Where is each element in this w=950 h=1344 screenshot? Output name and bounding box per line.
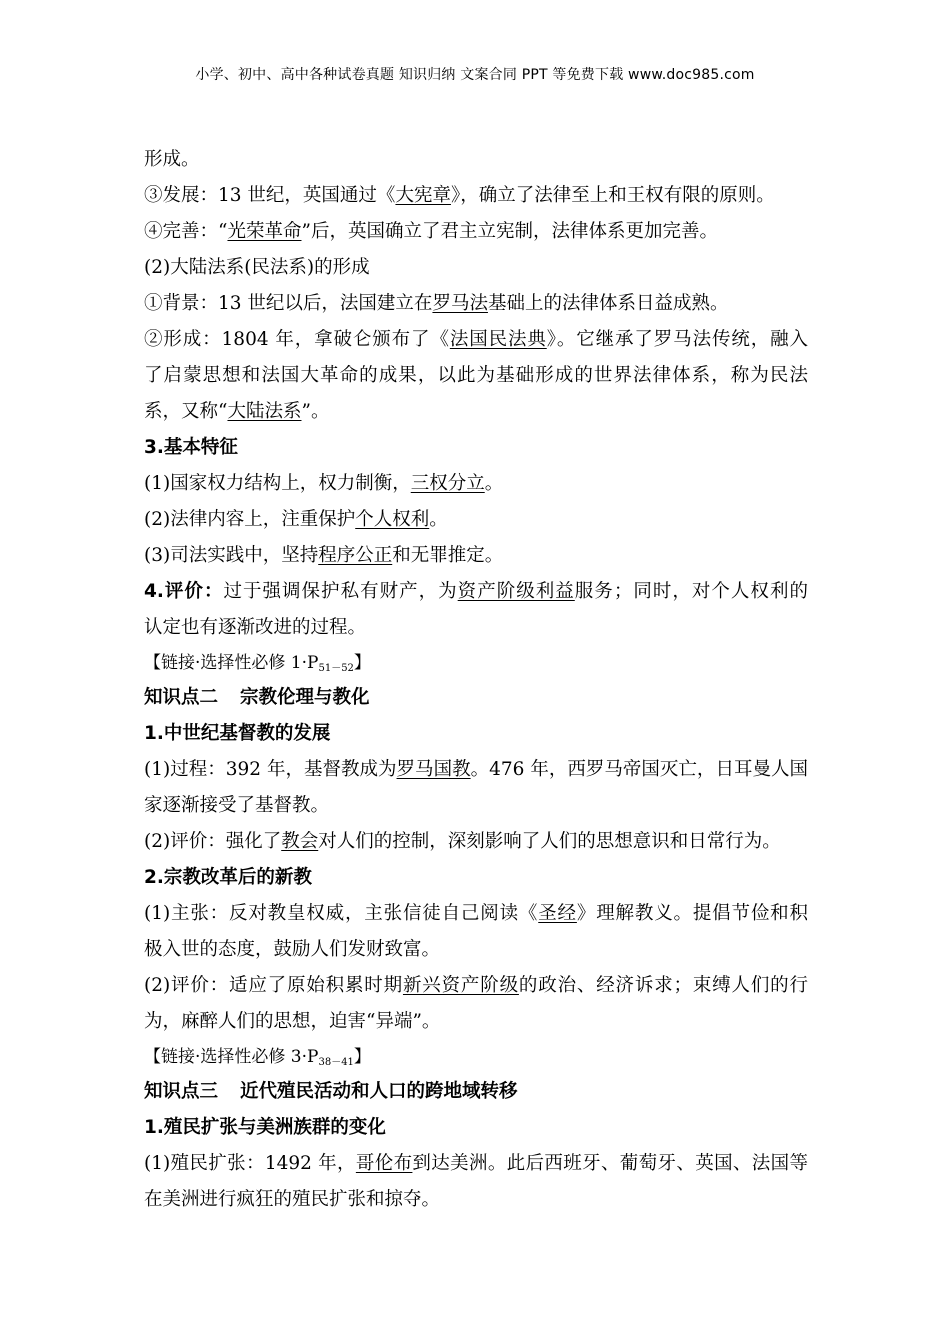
text: 到达美洲。此后西班牙、葡萄牙、英国、法国等 — [412, 1153, 808, 1174]
paragraph-line — [144, 574, 808, 610]
text: 宗教伦理与教化 — [240, 687, 370, 708]
paragraph-line — [144, 824, 808, 860]
text: ”。 — [301, 401, 330, 422]
text: 【链接·选择性必修 1·P — [144, 653, 319, 673]
text: 服务；同时，对个人权利的 — [574, 581, 808, 602]
text: (1)过程：392 年，基督教成为 — [144, 759, 397, 780]
key-term: 新兴资产阶级 — [402, 975, 519, 996]
text: (1)国家权力结构上，权力制衡， — [144, 473, 411, 494]
paragraph-line — [144, 538, 808, 574]
page-range: 51－52 — [318, 663, 354, 674]
page-range: 38－41 — [318, 1057, 354, 1068]
text: (1)殖民扩张：1492 年， — [144, 1153, 356, 1174]
paragraph-line — [144, 286, 808, 322]
link-reference — [144, 646, 808, 680]
document-body — [144, 142, 808, 1218]
text: 【链接·选择性必修 3·P — [144, 1047, 319, 1067]
paragraph-line — [144, 322, 808, 358]
text: ④完善：“ — [144, 221, 228, 242]
text: 在美洲进行疯狂的殖民扩张和掠夺。 — [144, 1189, 441, 1210]
text: (2)评价：适应了原始积累时期 — [144, 975, 403, 996]
key-term: 大陆法系 — [227, 401, 302, 422]
key-term: 光荣革命 — [227, 221, 302, 242]
section-heading: 1.殖民扩张与美洲族群的变化 — [144, 1117, 386, 1138]
link-reference — [144, 1040, 808, 1074]
key-term: 法国民法典 — [449, 329, 547, 350]
paragraph-line — [144, 932, 808, 968]
text: 的政治、经济诉求；束缚人们的行 — [518, 975, 808, 996]
section-heading: 2.宗教改革后的新教 — [144, 867, 312, 888]
paragraph-line — [144, 752, 808, 788]
key-term: 大宪章 — [395, 185, 451, 206]
text: 认定也有逐渐改进的过程。 — [144, 617, 367, 638]
key-term: 教会 — [281, 831, 319, 852]
paragraph-line — [144, 968, 808, 1004]
paragraph-line — [144, 358, 808, 394]
section-heading: 1.中世纪基督教的发展 — [144, 723, 331, 744]
knowledge-point-heading — [144, 680, 808, 716]
text: 和无罪推定。 — [392, 545, 504, 566]
text: (3)司法实践中，坚持 — [144, 545, 319, 566]
text: 为，麻醉人们的思想，迫害“异端”。 — [144, 1011, 441, 1032]
page-header: 小学、初中、高中各种试卷真题 知识归纳 文案合同 PPT 等免费下载 www.doc985.com — [195, 67, 755, 83]
paragraph-line — [144, 214, 808, 250]
paragraph-line — [144, 178, 808, 214]
key-term: 三权分立 — [410, 473, 485, 494]
text: 近代殖民活动和人口的跨地域转移 — [240, 1081, 518, 1102]
text: 。 — [484, 473, 504, 494]
key-term: 个人权利 — [355, 509, 430, 530]
key-term: 罗马国教 — [396, 759, 471, 780]
text: ②形成：1804 年，拿破仑颁布了《 — [144, 329, 450, 350]
text: 】 — [353, 1047, 371, 1067]
text: ”后，英国确立了君主立宪制，法律体系更加完善。 — [301, 221, 718, 242]
paragraph-line — [144, 1146, 808, 1182]
section-heading: 3.基本特征 — [144, 437, 238, 458]
text: (2)大陆法系(民法系)的形成 — [144, 257, 370, 278]
key-term: 哥伦布 — [355, 1153, 413, 1174]
key-term: 圣经 — [538, 903, 577, 924]
text: 》。它继承了罗马法传统，融入 — [546, 329, 808, 350]
paragraph-line — [144, 466, 808, 502]
paragraph-line — [144, 1004, 808, 1040]
paragraph-line — [144, 250, 808, 286]
paragraph-line — [144, 788, 808, 824]
paragraph-line — [144, 142, 808, 178]
text: 极入世的态度，鼓励人们发财致富。 — [144, 939, 441, 960]
text: ③发展：13 世纪，英国通过《 — [144, 185, 396, 206]
paragraph-line — [144, 610, 808, 646]
text: 。476 年，西罗马帝国灭亡，日耳曼人国 — [470, 759, 808, 780]
text: 过于强调保护私有财产，为 — [223, 581, 458, 602]
text: (2)评价：强化了 — [144, 831, 282, 852]
text: (2)法律内容上，注重保护 — [144, 509, 356, 530]
paragraph-line — [144, 394, 808, 430]
text: 知识点二 — [144, 687, 219, 708]
text: 系，又称“ — [144, 401, 228, 422]
text: (1)主张：反对教皇权威，主张信徒自己阅读《 — [144, 903, 539, 924]
text: 。 — [429, 509, 448, 530]
text: ①背景：13 世纪以后，法国建立在 — [144, 293, 433, 314]
key-term: 资产阶级利益 — [457, 581, 575, 602]
key-term: 程序公正 — [318, 545, 393, 566]
paragraph-line — [144, 1182, 808, 1218]
text: 》，确立了法律至上和王权有限的原则。 — [450, 185, 775, 206]
text: 家逐渐接受了基督教。 — [144, 795, 330, 816]
paragraph-line — [144, 896, 808, 932]
text: 》理解教义。提倡节俭和积 — [576, 903, 808, 924]
knowledge-point-heading — [144, 1074, 808, 1110]
text: 形成。 — [144, 149, 200, 170]
text: 知识点三 — [144, 1081, 219, 1102]
section-heading: 4.评价： — [144, 581, 224, 602]
key-term: 罗马法 — [432, 293, 488, 314]
text: 了启蒙思想和法国大革命的成果，以此为基础形成的世界法律体系，称为民法 — [144, 365, 808, 386]
text: 对人们的控制，深刻影响了人们的思想意识和日常行为。 — [318, 831, 781, 852]
text: 】 — [353, 653, 371, 673]
text: 基础上的法律体系日益成熟。 — [487, 293, 729, 314]
paragraph-line — [144, 502, 808, 538]
